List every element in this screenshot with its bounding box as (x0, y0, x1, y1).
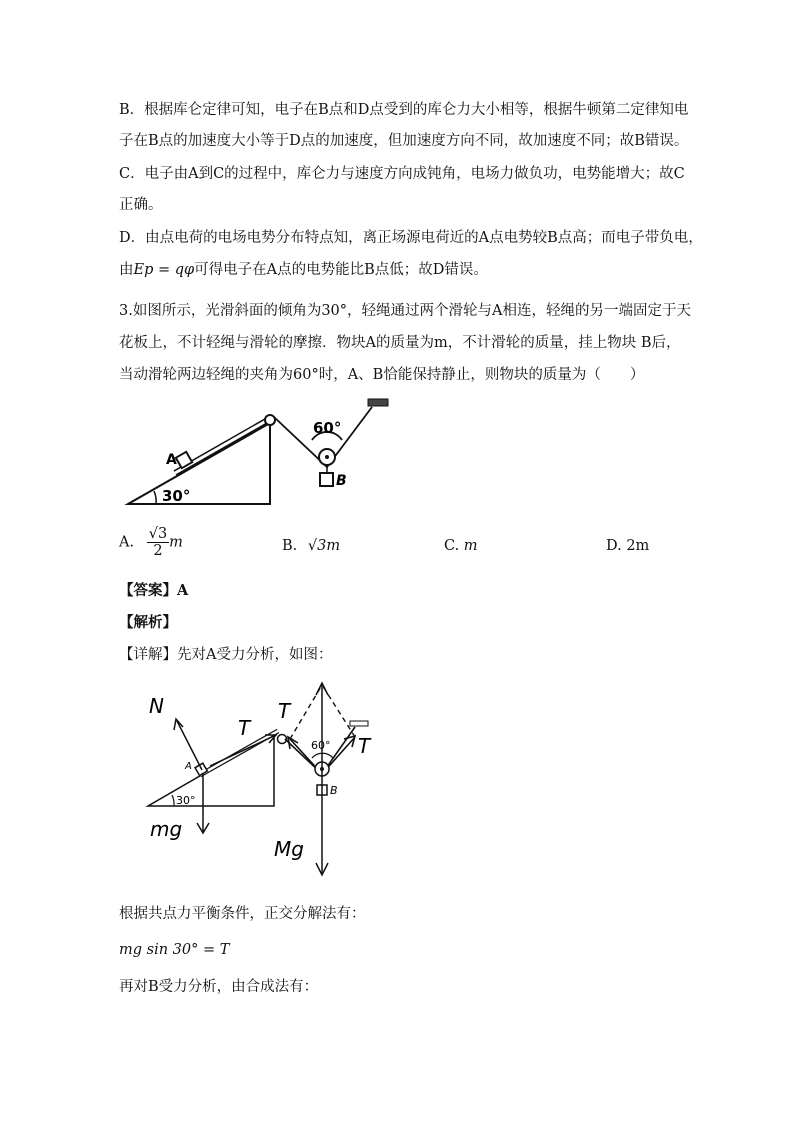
label-b: B (330, 784, 338, 797)
label-block-b: B (336, 473, 347, 489)
option-a-denominator: 2 (153, 543, 163, 559)
d2-prefix: 由 (119, 262, 134, 278)
question-line-3: 当动滑轮两边轻绳的夹角为60°时，A、B恰能保持静止，则物块的质量为（ ） (119, 367, 645, 383)
option-d[interactable] (606, 536, 649, 556)
text-line-d1: D．由点电荷的电场电势分布特点知，离正场源电荷近的A点电势较B点高；而电子带负电， (119, 230, 703, 246)
label-a: A (185, 761, 192, 772)
option-c-value: m (463, 538, 478, 554)
incline-triangle (128, 423, 270, 504)
text-line-d2 (119, 260, 488, 280)
equilibrium-line: 根据共点力平衡条件，正交分解法有： (119, 906, 366, 922)
label-t1: T (238, 716, 251, 740)
label-n: N (149, 694, 164, 718)
ceiling-icon (350, 721, 368, 726)
text-line-b2: 子在B点的加速度大小等于D点的加速度，但加速度方向不同，故加速度不同；故B错误。 (119, 133, 689, 149)
equation-1: mg sin 30° = T (119, 942, 230, 958)
option-a-variable: m (169, 534, 183, 551)
label-t2: T (278, 699, 291, 723)
option-b-label: B. (282, 538, 298, 554)
option-a-numerator: √3 (148, 526, 168, 542)
analysis-b-line: 再对B受力分析，由合成法有： (119, 979, 319, 995)
option-b-value: √3m (307, 538, 341, 554)
label-top-angle: 60° (313, 419, 342, 437)
option-a[interactable] (119, 526, 183, 559)
option-d-value: 2m (626, 538, 650, 554)
text-line-c1: C．电子由A到C的过程中，库仑力与速度方向成钝角，电场力做负功，电势能增大；故C (119, 166, 685, 182)
incline-pulley-figure (120, 393, 420, 513)
fixed-pulley-icon (265, 415, 275, 425)
option-c-label: C. (444, 538, 460, 554)
option-b[interactable] (282, 536, 340, 556)
detail-line: 【详解】先对A受力分析，如图： (119, 647, 333, 663)
d2-suffix: 可得电子在A点的电势能比B点低；故D错误。 (194, 262, 488, 278)
block-b-icon (320, 473, 333, 486)
question-line-2: 花板上，不计轻绳与滑轮的摩擦．物块A的质量为m，不计滑轮的质量，挂上物块 B后， (119, 335, 681, 351)
question-line-1: 3.如图所示，光滑斜面的倾角为30°，轻绳通过两个滑轮与A相连，轻绳的另一端固定于天 (119, 303, 692, 319)
label-t3: T (358, 734, 371, 758)
label-mg: mg (150, 817, 183, 841)
label-incline-angle: 30° (176, 794, 196, 807)
label-block-a: A (166, 452, 177, 468)
label-Mg: Mg (274, 837, 304, 861)
text-line-b1: B．根据库仑定律可知，电子在B点和D点受到的库仑力大小相等，根据牛顿第二定律知电 (119, 102, 689, 118)
force-analysis-figure (140, 673, 420, 883)
analysis-label: 【解析】 (119, 614, 177, 631)
d2-formula: Ep = qφ (133, 262, 195, 278)
option-a-label: A. (119, 534, 135, 551)
answer-label: 【答案】A (119, 582, 189, 599)
ceiling-icon (368, 399, 388, 406)
label-top-angle: 60° (311, 739, 331, 752)
option-d-label: D. (606, 538, 622, 554)
option-c[interactable] (444, 536, 478, 556)
label-incline-angle: 30° (162, 487, 191, 505)
text-line-c2: 正确。 (119, 197, 163, 213)
